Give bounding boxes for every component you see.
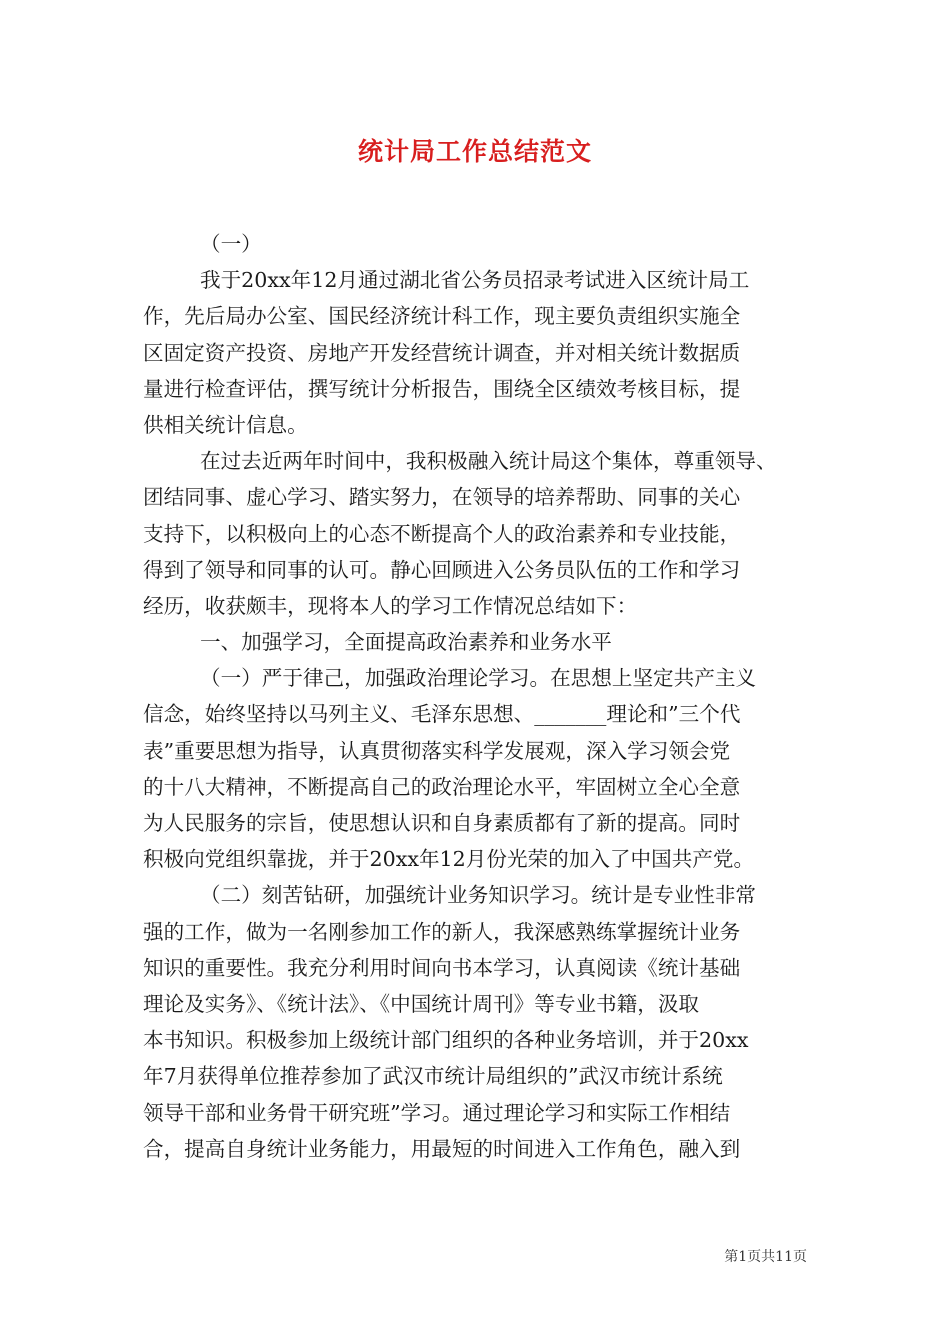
- document-title: 统计局工作总结范文: [357, 137, 592, 166]
- body-line: 领导干部和业务骨干研究班”学习。通过理论学习和实际工作相结: [143, 1100, 731, 1125]
- body-line: 一、加强学习，全面提高政治素养和业务水平: [200, 630, 612, 655]
- body-line: 得到了领导和同事的认可。静心回顾进入公务员队伍的工作和学习: [143, 557, 741, 582]
- body-line: 量进行检查评估，撰写统计分析报告，围绕全区绩效考核目标，提: [143, 376, 741, 401]
- body-line: 经历，收获颇丰，现将本人的学习工作情况总结如下：: [143, 593, 638, 618]
- body-line: 团结同事、虚心学习、踏实努力，在领导的培养帮助、同事的关心: [143, 485, 741, 510]
- body-line: 年7月获得单位推荐参加了武汉市统计局组织的”武汉市统计系统: [143, 1064, 723, 1089]
- body-line: 的十八大精神，不断提高自己的政治理论水平，牢固树立全心全意: [143, 774, 741, 799]
- body-line: 合，提高自身统计业务能力，用最短的时间进入工作角色，融入到: [143, 1136, 741, 1161]
- body-line: 强的工作，做为一名刚参加工作的新人，我深感熟练掌握统计业务: [143, 919, 741, 944]
- body-line: 本书知识。积极参加上级统计部门组织的各种业务培训，并于20xx: [143, 1028, 749, 1053]
- body-line: 积极向党组织靠拢，并于20xx年12月份光荣的加入了中国共产党。: [143, 847, 755, 872]
- body-line: （二）刻苦钻研，加强统计业务知识学习。统计是专业性非常: [200, 883, 757, 908]
- body-line: 表”重要思想为指导，认真贯彻落实科学发展观，深入学习领会党: [143, 738, 731, 763]
- body-line: 我于20xx年12月通过湖北省公务员招录考试进入区统计局工: [200, 268, 750, 293]
- body-line: 供相关统计信息。: [143, 412, 308, 437]
- body-line: 作，先后局办公室、国民经济统计科工作，现主要负责组织实施全: [143, 304, 741, 329]
- document-body: [143, 226, 815, 1167]
- body-line: （一）严于律己，加强政治理论学习。在思想上坚定共产主义: [200, 666, 757, 691]
- body-line: 在过去近两年时间中，我积极融入统计局这个集体，尊重领导、: [200, 449, 777, 474]
- body-line: 为人民服务的宗旨，使思想认识和自身素质都有了新的提高。同时: [143, 811, 741, 835]
- body-line: 信念，始终坚持以马列主义、毛泽东思想、_______理论和”三个代: [143, 702, 741, 727]
- body-line: 知识的重要性。我充分利用时间向书本学习，认真阅读《统计基础: [143, 955, 741, 980]
- body-line: 理论及实务》、《统计法》、《中国统计周刊》等专业书籍，汲取: [143, 991, 700, 1016]
- body-line: 区固定资产投资、房地产开发经营统计调查，并对相关统计数据质: [143, 340, 741, 365]
- body-line: 支持下，以积极向上的心态不断提高个人的政治素养和专业技能，: [143, 521, 741, 546]
- body-line: （一）: [200, 232, 262, 256]
- page-number: 第1页共11页: [724, 1249, 807, 1265]
